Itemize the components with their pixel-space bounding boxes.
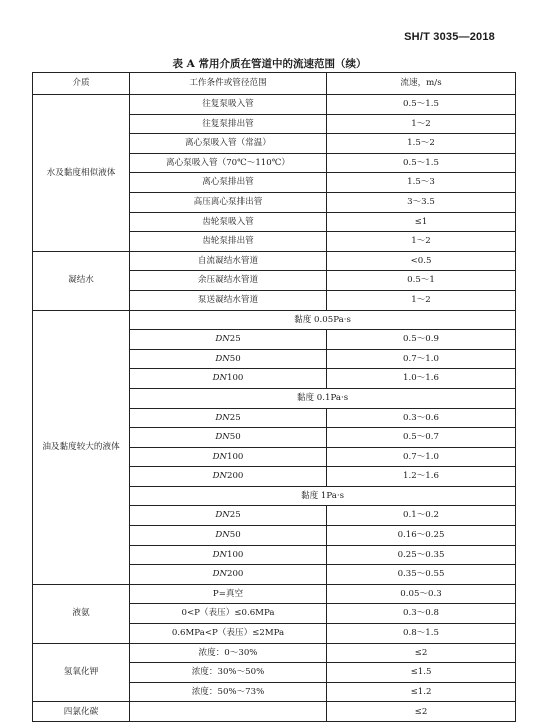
- speed-cell: 0.1～0.2: [327, 506, 516, 526]
- speed-cell: 1.5～3: [327, 173, 516, 193]
- viscosity-heading-row: [33, 310, 516, 330]
- speed-cell: 0.25～0.35: [327, 545, 516, 565]
- speed-cell: 1～2: [327, 290, 516, 310]
- speed-cell: 0.8～1.5: [327, 624, 516, 644]
- dn-label: DN: [215, 510, 230, 521]
- pipe-size-cell: [130, 545, 327, 565]
- speed-cell: 1～2: [327, 232, 516, 252]
- viscosity-heading: 黏度 0.05Pa·s: [130, 310, 516, 330]
- header-medium: 介质: [33, 73, 130, 95]
- speed-cell: 1.5～2: [327, 134, 516, 154]
- speed-cell: 1.0～1.6: [327, 369, 516, 389]
- dn-size: 200: [227, 569, 244, 580]
- dn-label: DN: [212, 471, 227, 482]
- speed-cell: ≤1.2: [327, 682, 516, 702]
- pipe-size-cell: [130, 467, 327, 487]
- condition-cell: P=真空: [130, 584, 327, 604]
- condition-cell: 自流凝结水管道: [130, 251, 327, 271]
- dn-size: 100: [227, 373, 244, 384]
- dn-size: 100: [227, 451, 244, 462]
- condition-cell: 泵送凝结水管道: [130, 290, 327, 310]
- medium-cell-water: 水及黏度相似液体: [33, 95, 130, 252]
- dn-label: DN: [212, 373, 227, 384]
- condition-cell: 往复泵排出管: [130, 114, 327, 134]
- speed-cell: <0.5: [327, 251, 516, 271]
- viscosity-heading: 黏度 0.1Pa·s: [130, 388, 516, 408]
- pipe-size-cell: [130, 565, 327, 585]
- dn-size: 100: [227, 549, 244, 560]
- dn-label: DN: [215, 530, 230, 541]
- pipe-size-cell: [130, 526, 327, 546]
- condition-cell: 浓度：30%～50%: [130, 663, 327, 683]
- dn-label: DN: [212, 549, 227, 560]
- dn-label: DN: [212, 451, 227, 462]
- speed-cell: 0.7～1.0: [327, 349, 516, 369]
- condition-cell: 齿轮泵排出管: [130, 232, 327, 252]
- table-row: [33, 702, 516, 722]
- dn-label: DN: [215, 412, 230, 423]
- pipe-size-cell: [130, 408, 327, 428]
- speed-cell: 0.5～1: [327, 271, 516, 291]
- condition-cell: 0<P（表压）≤0.6MPa: [130, 604, 327, 624]
- dn-label: DN: [212, 569, 227, 580]
- medium-cell-condensate: 凝结水: [33, 251, 130, 310]
- medium-cell-ammonia: 液氨: [33, 584, 130, 643]
- speed-cell: 1～2: [327, 114, 516, 134]
- pipe-size-cell: [130, 428, 327, 448]
- speed-cell: 0.16～0.25: [327, 526, 516, 546]
- table-caption: 表 A 常用介质在管道中的流速范围（续）: [172, 58, 367, 70]
- table-row: [33, 643, 516, 663]
- dn-label: DN: [215, 353, 230, 364]
- speed-cell: 0.7～1.0: [327, 447, 516, 467]
- dn-size: 50: [229, 432, 241, 443]
- speed-cell: 1.2～1.6: [327, 467, 516, 487]
- medium-cell-oil: 油及黏度较大的液体: [33, 310, 130, 584]
- table-row: [33, 584, 516, 604]
- condition-cell: 离心泵吸入管（常温）: [130, 134, 327, 154]
- table-header-row: [33, 73, 516, 95]
- dn-size: 25: [229, 334, 241, 345]
- medium-cell-koh: 氢氧化钾: [33, 643, 130, 702]
- speed-cell: 0.05～0.3: [327, 584, 516, 604]
- pipe-size-cell: [130, 506, 327, 526]
- speed-cell: 0.5～0.7: [327, 428, 516, 448]
- dn-size: 25: [229, 412, 241, 423]
- header-condition: 工作条件或管径范围: [130, 73, 327, 95]
- speed-cell: 0.5～1.5: [327, 153, 516, 173]
- condition-cell: 往复泵吸入管: [130, 95, 327, 115]
- condition-cell: 浓度：50%～73%: [130, 682, 327, 702]
- condition-cell: 余压凝结水管道: [130, 271, 327, 291]
- speed-cell: ≤1: [327, 212, 516, 232]
- speed-cell: 0.35～0.55: [327, 565, 516, 585]
- dn-size: 25: [229, 510, 241, 521]
- pipe-size-cell: [130, 369, 327, 389]
- table-row: [33, 251, 516, 271]
- condition-cell: 高压离心泵排出管: [130, 192, 327, 212]
- condition-cell: 离心泵排出管: [130, 173, 327, 193]
- flow-velocity-table: [32, 72, 516, 722]
- speed-cell: 0.3～0.6: [327, 408, 516, 428]
- pipe-size-cell: [130, 447, 327, 467]
- speed-cell: 0.3～0.8: [327, 604, 516, 624]
- condition-cell: 齿轮泵吸入管: [130, 212, 327, 232]
- speed-cell: 0.5～1.5: [327, 95, 516, 115]
- pipe-size-cell: [130, 330, 327, 350]
- dn-label: DN: [215, 334, 230, 345]
- dn-size: 50: [229, 530, 241, 541]
- condition-cell: 浓度：0～30%: [130, 643, 327, 663]
- speed-cell: 0.5～0.9: [327, 330, 516, 350]
- speed-cell: ≤2: [327, 702, 516, 722]
- condition-cell: 离心泵吸入管（70℃～110℃）: [130, 153, 327, 173]
- speed-cell: ≤1.5: [327, 663, 516, 683]
- table-row: [33, 95, 516, 115]
- pipe-size-cell: [130, 349, 327, 369]
- document-code: SH/T 3035—2018: [404, 31, 495, 43]
- speed-cell: 3～3.5: [327, 192, 516, 212]
- speed-cell: ≤2: [327, 643, 516, 663]
- viscosity-heading: 黏度 1Pa·s: [130, 486, 516, 506]
- condition-cell: [130, 702, 327, 722]
- dn-size: 50: [229, 353, 241, 364]
- dn-size: 200: [227, 471, 244, 482]
- medium-cell-ccl4: 四氯化碳: [33, 702, 130, 722]
- condition-cell: 0.6MPa<P（表压）≤2MPa: [130, 624, 327, 644]
- header-speed: 流速，m/s: [327, 73, 516, 95]
- dn-label: DN: [215, 432, 230, 443]
